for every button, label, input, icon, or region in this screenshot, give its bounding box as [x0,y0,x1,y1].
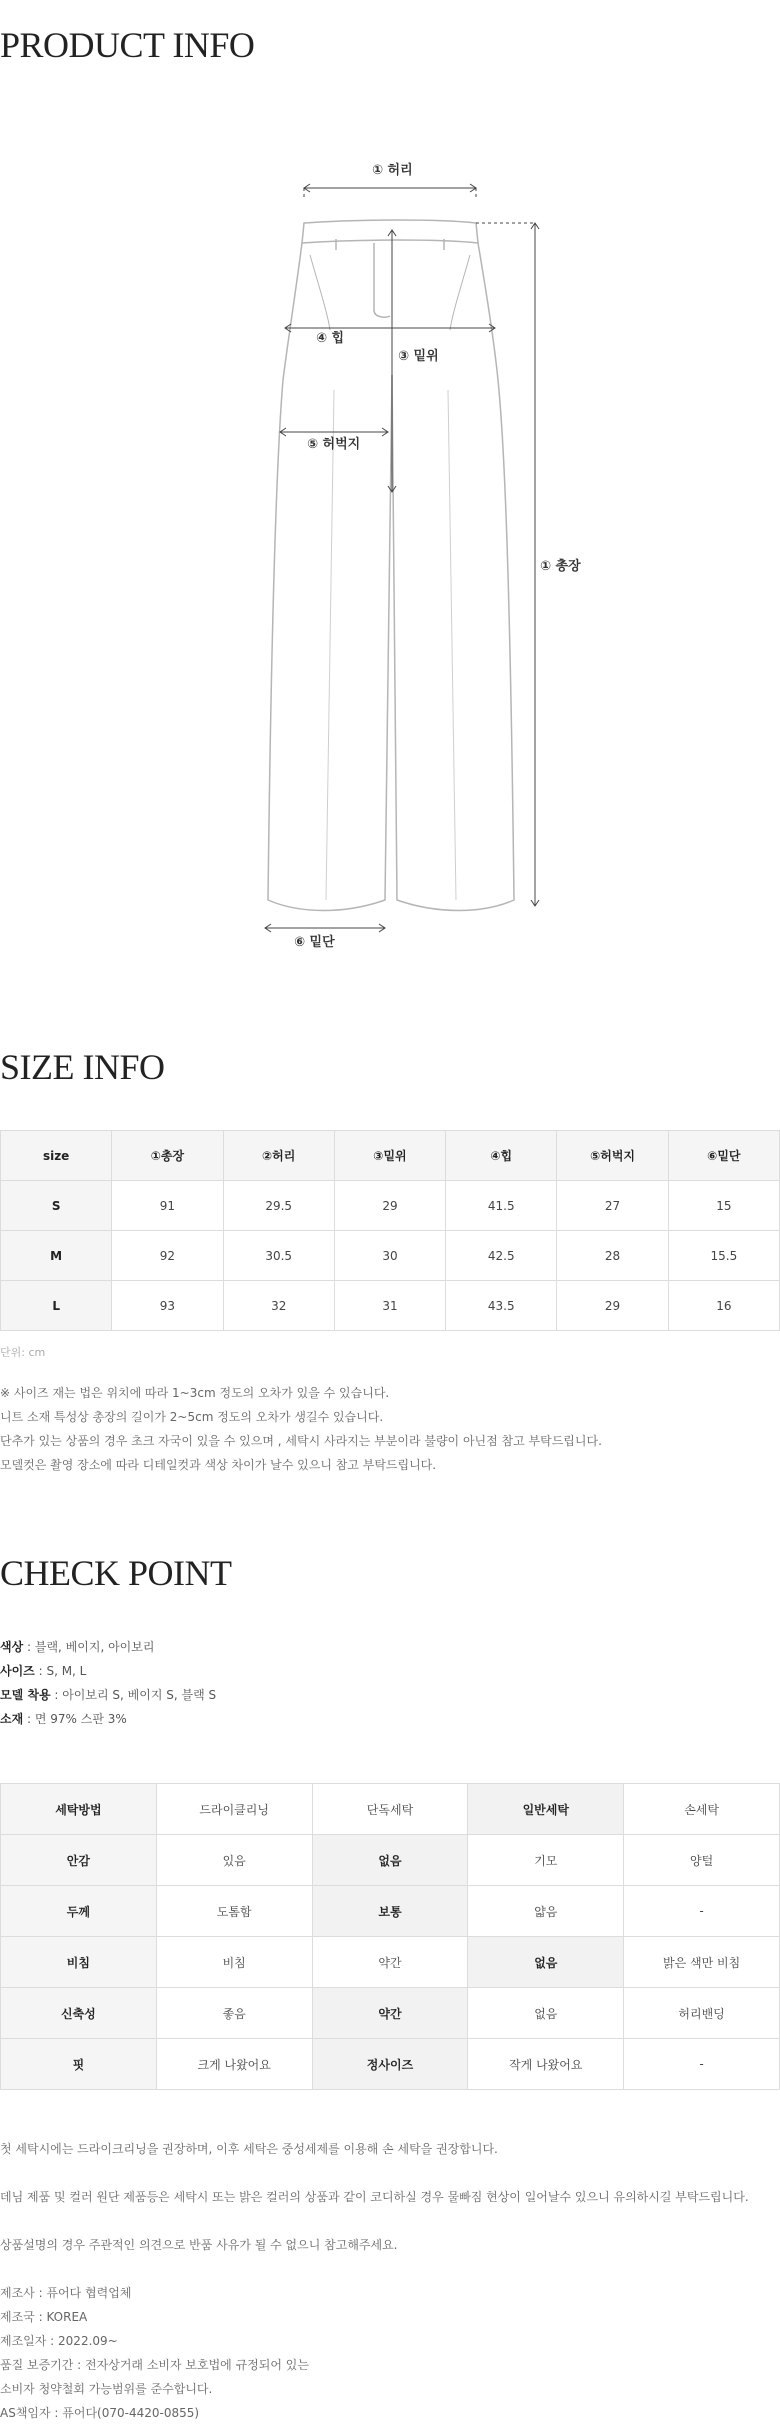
table-row [1,1784,780,1835]
option-cell: - [624,1886,780,1937]
spec-value: : 면 97% 스판 3% [23,1712,127,1726]
table-cell: 43.5 [446,1281,557,1331]
table-row [1,1988,780,2039]
return-notice: 상품설명의 경우 주관적인 의견으로 반품 사유가 될 수 없으니 참고해주세요. [0,2238,398,2252]
option-cell: 단독세탁 [312,1784,468,1835]
spec-model [0,1686,216,1703]
manufacturer-info: AS책임자 : 퓨어다(070-4420-0855) [0,2406,200,2420]
pants-measurement-diagram [0,140,780,970]
option-cell: 일반세탁 [468,1784,624,1835]
table-row [1,1281,780,1331]
check-point-table [0,1783,780,2090]
header-cell: ⑤허벅지 [557,1131,668,1181]
option-cell: 밝은 색만 비침 [624,1937,780,1988]
size-note: 모델컷은 촬영 장소에 따라 디테일컷과 색상 차이가 날수 있으니 참고 부탁드립니다. [0,1458,437,1472]
row-label: 신축성 [1,1988,157,2039]
spec-value: : 블랙, 베이지, 아이보리 [23,1640,155,1654]
spec-value: : S, M, L [34,1664,87,1678]
size-note: 단추가 있는 상품의 경우 초크 자국이 있을 수 있으며 , 세탁시 사라지는 부분이라 불량이 아닌점 참고 부탁드립니다. [0,1434,602,1448]
manufacturer-info: 제조일자 : 2022.09~ [0,2334,118,2348]
size-note: ※ 사이즈 재는 법은 위치에 따라 1~3cm 정도의 오차가 있을 수 있습니다. [0,1386,390,1400]
table-row [1,1835,780,1886]
option-cell: 보통 [312,1886,468,1937]
product-info-title: PRODUCT INFO [0,25,255,65]
table-cell: 29 [334,1181,445,1231]
spec-label: 사이즈 [0,1664,35,1678]
manufacturer-info: 제조국 : KOREA [0,2310,88,2324]
option-cell: 드라이클리닝 [156,1784,312,1835]
spec-label: 모델 착용 [0,1688,51,1702]
header-cell: ⑥밑단 [668,1131,779,1181]
size-cell: L [1,1281,112,1331]
table-cell: 15 [668,1181,779,1231]
table-cell: 41.5 [446,1181,557,1231]
table-cell: 92 [112,1231,223,1281]
option-cell: 손세탁 [624,1784,780,1835]
spec-value: : 아이보리 S, 베이지 S, 블랙 S [50,1688,217,1702]
table-row [1,2039,780,2090]
wash-notice: 첫 세탁시에는 드라이크리닝을 권장하며, 이후 세탁은 중성세제를 이용해 손 세탁을 권장합니다. [0,2142,498,2156]
header-cell: ①총장 [112,1131,223,1181]
size-table-header [1,1131,780,1181]
table-cell: 16 [668,1281,779,1331]
option-cell: 크게 나왔어요 [156,2039,312,2090]
color-notice: 데님 제품 및 컬러 원단 제품등은 세탁시 또는 밝은 컬러의 상품과 같이 코디하실 경우 물빠짐 현상이 일어날수 있으니 유의하시길 부탁드립니다. [0,2190,749,2204]
option-cell: 비침 [156,1937,312,1988]
size-cell: S [1,1181,112,1231]
table-cell: 29.5 [223,1181,334,1231]
option-cell: 약간 [312,1937,468,1988]
table-row [1,1231,780,1281]
table-cell: 27 [557,1181,668,1231]
table-cell: 31 [334,1281,445,1331]
row-label: 세탁방법 [1,1784,157,1835]
table-cell: 93 [112,1281,223,1331]
table-cell: 30 [334,1231,445,1281]
table-row [1,1937,780,1988]
header-cell: size [1,1131,112,1181]
check-point-title: CHECK POINT [0,1553,232,1593]
spec-label: 색상 [0,1640,24,1654]
option-cell: 얇음 [468,1886,624,1937]
option-cell: 작게 나왔어요 [468,2039,624,2090]
table-cell: 42.5 [446,1231,557,1281]
unit-note: 단위: cm [0,1346,46,1359]
table-cell: 32 [223,1281,334,1331]
spec-color [0,1638,154,1655]
row-label: 핏 [1,2039,157,2090]
table-row [1,1181,780,1231]
spec-size [0,1662,86,1679]
option-cell: 도톰함 [156,1886,312,1937]
header-cell: ②허리 [223,1131,334,1181]
table-row [1,1886,780,1937]
table-cell: 91 [112,1181,223,1231]
header-cell: ④힙 [446,1131,557,1181]
manufacturer-info: 소비자 청약철회 가능범위를 준수합니다. [0,2382,213,2396]
table-cell: 28 [557,1231,668,1281]
option-cell: 있음 [156,1835,312,1886]
row-label: 두께 [1,1886,157,1937]
option-cell: 정사이즈 [312,2039,468,2090]
option-cell: 없음 [468,1988,624,2039]
hip-label: ④ 힙 [316,331,345,346]
size-table [0,1130,780,1331]
hem-label: ⑥ 밑단 [294,935,335,950]
row-label: 안감 [1,1835,157,1886]
thigh-label: ⑤ 허벅지 [307,437,361,452]
option-cell: 기모 [468,1835,624,1886]
option-cell: - [624,2039,780,2090]
length-label: ① 총장 [540,559,581,574]
manufacturer-info: 제조사 : 퓨어다 협력업체 [0,2286,132,2300]
table-cell: 15.5 [668,1231,779,1281]
row-label: 비침 [1,1937,157,1988]
rise-label: ③ 밑위 [398,349,439,364]
size-note: 니트 소재 특성상 총장의 길이가 2~5cm 정도의 오차가 생길수 있습니다. [0,1410,384,1424]
option-cell: 양털 [624,1835,780,1886]
option-cell: 없음 [312,1835,468,1886]
table-cell: 30.5 [223,1231,334,1281]
size-cell: M [1,1231,112,1281]
option-cell: 허리밴딩 [624,1988,780,2039]
table-cell: 29 [557,1281,668,1331]
option-cell: 없음 [468,1937,624,1988]
size-info-title: SIZE INFO [0,1047,165,1087]
spec-material [0,1710,127,1727]
spec-label: 소재 [0,1712,24,1726]
option-cell: 좋음 [156,1988,312,2039]
waist-label: ① 허리 [372,163,413,178]
manufacturer-info: 품질 보증기간 : 전자상거래 소비자 보호법에 규정되어 있는 [0,2358,309,2372]
header-cell: ③밑위 [334,1131,445,1181]
option-cell: 약간 [312,1988,468,2039]
